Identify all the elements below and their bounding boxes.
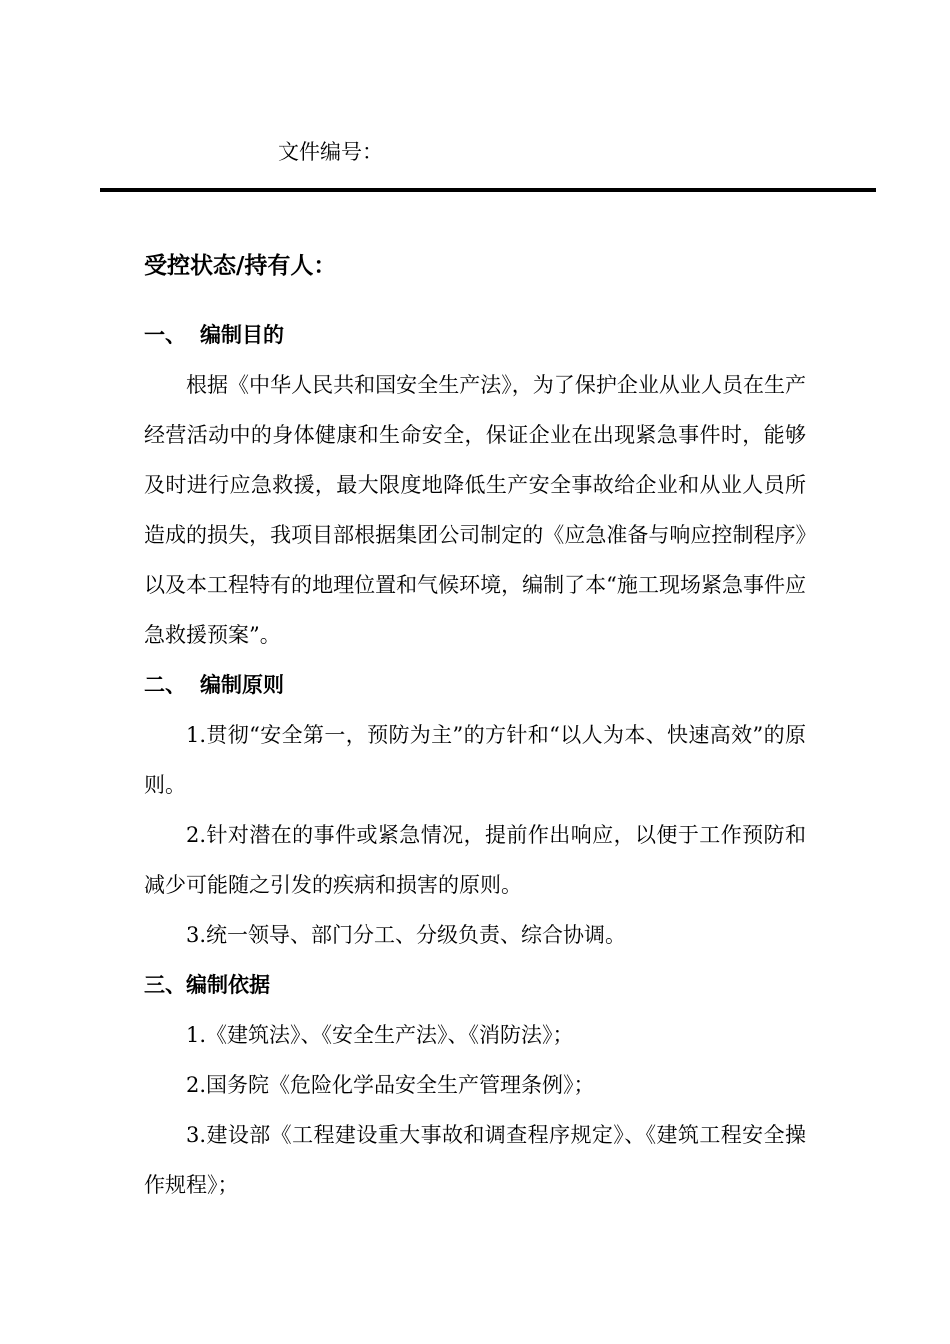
- paragraph: 2.国务院《危险化学品安全生产管理条例》；: [186, 1073, 595, 1097]
- paragraph: 1.贯彻“安全第一，预防为主”的方针和“以人为本、快速高效”的原则。: [144, 723, 806, 797]
- paragraph: 2.针对潜在的事件或紧急情况，提前作出响应，以便于工作预防和减少可能随之引发的疾病和损害的原则。: [144, 823, 806, 897]
- section-heading-purpose: [144, 310, 806, 360]
- section-number: 一、: [144, 323, 186, 347]
- section-title: 编制原则: [200, 673, 284, 697]
- paragraph: 3.统一领导、部门分工、分级负责、综合协调。: [186, 923, 627, 947]
- document-number-label: 文件编号：: [278, 140, 383, 164]
- paragraph: 3.建设部《工程建设重大事故和调查程序规定》、《建筑工程安全操作规程》；: [144, 1123, 806, 1197]
- section-title: 编制目的: [200, 323, 284, 347]
- document-body: [144, 310, 806, 1210]
- section-number: 二、: [144, 673, 186, 697]
- paragraph: 根据《中华人民共和国安全生产法》，为了保护企业从业人员在生产经营活动中的身体健康和生命安全，保证企业在出现紧急事件时，能够及时进行应急救援，最大限度地降低生产安全事故给企业和从业人员所造成的损失，我项目部根据集团公司制定的《应急准备与响应控制程序》以及本工程特有的地理位置和气候环境，编制了本“施工现场紧急事件应急救援预案”。: [144, 373, 806, 647]
- section-heading-basis: 三、编制依据: [144, 973, 270, 997]
- paragraph: 1.《建筑法》、《安全生产法》、《消防法》；: [186, 1023, 574, 1047]
- section-heading-principles: [144, 660, 806, 710]
- header-divider: [100, 188, 876, 192]
- control-status-label: 受控状态/持有人：: [144, 252, 337, 279]
